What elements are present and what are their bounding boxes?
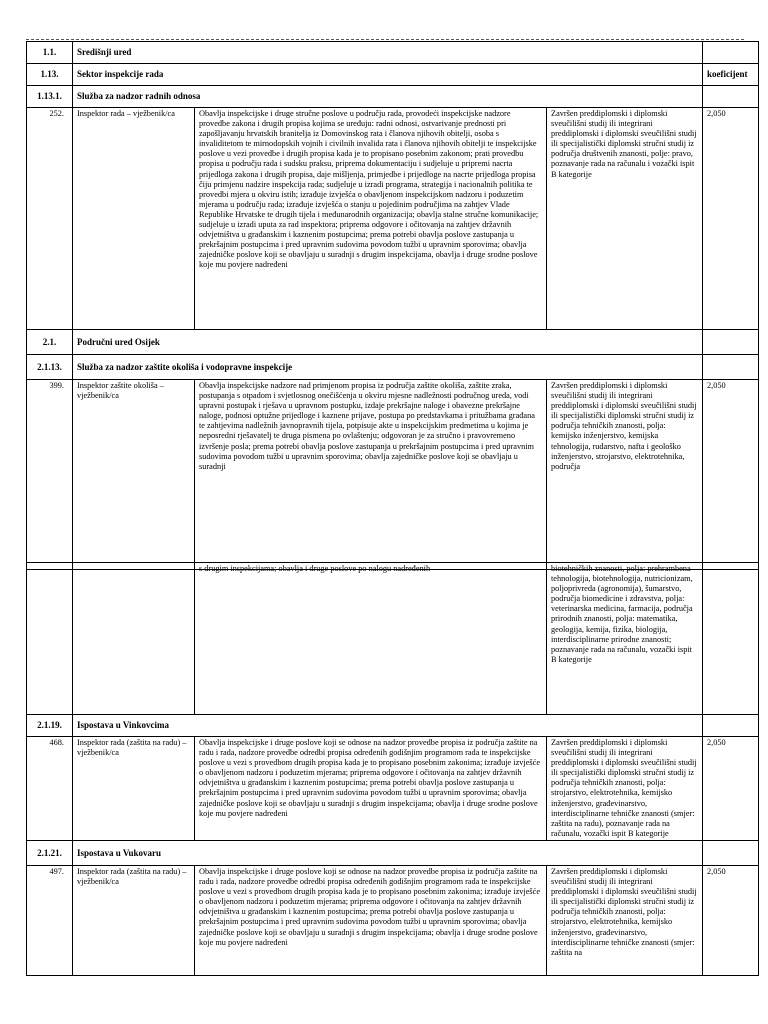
position-number — [27, 563, 73, 715]
job-row — [27, 108, 759, 330]
position-number: 497. — [27, 865, 73, 975]
coefficient-value: 2,050 — [703, 108, 759, 330]
job-description: Obavlja inspekcijske nadzore nad primjenom propisa iz područja zaštite okoliša, zaštite zraka, postupanja s otpadom i svjetlosnog onečišćenja u okviru mjesne nadležnosti područnog ureda, vodi upravni postupak i rješava u upravnom postupku, izdaje prekršajne naloge i obavezne prekršajne naloge, podnosi optužne prijedloge i kaznene prijave, postupa po predstavkama i pritužbama građana te zahtjevima nadležnih javnopravnih tijela, potpisuje akte u inspekcijskim predmetima u kojima je neposredni rješavatelj te druga pismena po ovlaštenju; odgovoran je za stručno i pravovremeno izvršenje posla; prema potrebi obavlja poslove zastupanja u prekršajnim postupcima i pred upravnim sudovima povodom tužbi u upravnim sporovima; obavlja zajedničke poslove koji se obavljaju u suradnji — [195, 380, 547, 570]
position-title — [73, 563, 195, 715]
section-number: 1.13. — [27, 64, 73, 86]
coefficient-header — [703, 42, 759, 64]
section-header-row — [27, 840, 759, 865]
section-number: 2.1.13. — [27, 355, 73, 380]
section-number: 2.1.19. — [27, 715, 73, 737]
position-title: Inspektor rada (zaštita na radu) – vježbenik/ca — [73, 737, 195, 841]
coefficient-header — [703, 715, 759, 737]
section-number: 1.13.1. — [27, 86, 73, 108]
coefficient-value: 2,050 — [703, 865, 759, 975]
section-title: Područni ured Osijek — [73, 330, 703, 355]
section-title: Služba za nadzor radnih odnosa — [73, 86, 703, 108]
job-table-page-2 — [26, 562, 759, 976]
section-number: 1.1. — [27, 42, 73, 64]
position-title: Inspektor zaštite okoliša – vježbenik/ca — [73, 380, 195, 570]
section-title: Ispostava u Vukovaru — [73, 840, 703, 865]
position-title: Inspektor rada (zaštita na radu) – vježbenik/ca — [73, 865, 195, 975]
job-row — [27, 563, 759, 715]
job-description: s drugim inspekcijama; obavlja i druge poslove po nalogu nadređenih — [195, 563, 547, 715]
job-requirements: Završen preddiplomski i diplomski sveučilišni studij ili integrirani preddiplomski i diplomski sveučilišni studij ili specijalistički diplomski stručni studij iz područja tehničkih znanosti, polja: strojarstvo, elektrotehnika, kemijsko inženjerstvo, građevinarstvo, interdisciplinarne tehničke znanosti (smjer: zaštita na radu), poznavanje rada na računalu, vozački ispit B kategorije — [547, 737, 703, 841]
section-header-row — [27, 86, 759, 108]
coefficient-value: 2,050 — [703, 737, 759, 841]
section-header-row — [27, 715, 759, 737]
job-row — [27, 737, 759, 841]
position-number: 468. — [27, 737, 73, 841]
job-row — [27, 865, 759, 975]
section-number: 2.1.21. — [27, 840, 73, 865]
section-number: 2.1. — [27, 330, 73, 355]
section-title: Središnji ured — [73, 42, 703, 64]
job-requirements: Završen preddiplomski i diplomski sveučilišni studij ili integrirani preddiplomski i diplomski sveučilišni studij ili specijalistički diplomski stručni studij iz područja tehničkih znanosti, polja: kemijsko inženjerstvo, kemijska tehnologija, rudarstvo, nafta i geološko inženjerstvo, strojarstvo, elektrotehnika, područja — [547, 380, 703, 570]
coefficient-header — [703, 840, 759, 865]
job-description: Obavlja inspekcijske i druge poslove koji se odnose na nadzor provedbe propisa iz područja zaštite na radu i rada, nadzore provedbe odredbi propisa određenih godišnjim programom rada te inspekcijske poslove u vezi s provedbom drugih propisa kada je to propisano posebnim zakonima; izrađuje izvješće o obavljenom nadzoru i poduzetim mjerama; priprema odgovore i očitovanja na zahtjev državnih odvjetništva u građanskim i kaznenim postupcima; prema potrebi obavlja poslove zastupanja u prekršajnim postupcima i pred upravnim sudovima povodom tužbi u upravnim sporovima; obavlja zajedničke poslove koji se obavljaju u suradnji s drugim inspekcijama; obavlja i druge srodne poslove koje mu povjere nadređeni — [195, 737, 547, 841]
job-table-page-1 — [26, 41, 759, 570]
coefficient-header — [703, 86, 759, 108]
coefficient-header — [703, 355, 759, 380]
job-row — [27, 380, 759, 570]
job-requirements: Završen preddiplomski i diplomski sveučilišni studij ili integrirani preddiplomski i diplomski sveučilišni studij ili specijalistički diplomski stručni studij iz područja tehničkih znanosti, polja: strojarstvo, elektrotehnika, kemijsko inženjerstvo, građevinarstvo, interdisciplinarne tehničke znanosti (smjer: zaštita na — [547, 865, 703, 975]
position-number: 399. — [27, 380, 73, 570]
coefficient-value: 2,050 — [703, 380, 759, 570]
page-top-rule — [26, 39, 744, 40]
job-description: Obavlja inspekcijske i druge stručne poslove u području rada, provodeći inspekcijske nadzore provedbe zakona i drugih propisa kojima se uređuju: radni odnosi, ostvarivanje prednosti pri zapošljavanju hrvatskih branitelja iz Domovinskog rata i članova njihovih obitelji, osoba s invaliditetom te mirnodopskih vojnih i civilnih invalida rata i članova njihovih obitelji te inspekcijske poslove u vezi provedbe i drugih propisa kada je to propisano posebnim zakonom; prati provedbu propisa u području rada i sudsku praksu, priprema dokumentaciju i sudjeluje u pripremi nacrta prijedloga zakona i drugih propisa, daje mišljenja, primjedbe i prijedloge na nacrte prijedloga propisa čiju primjenu nadzire inspekcija rada; sudjeluje u izradi programa, strategija i nacionalnih politika te provedbi mjera u okviru istih; izrađuje izvješća o obavljenom inspekcijskom nadzoru i poduzetim mjerama u području rada; izrađuje izvješća o stanju u pojedinim područjima na zahtjev Vlade Republike Hrvatske te drugih tijela i međunarodnih organizacija; obavlja stalne stručne komunikacije; sudjeluje u izradi uputa za rad inspektora; priprema odgovore i očitovanja na zahtjev državnih odvjetništva u građanskim i kaznenim postupcima; prema potrebi obavlja poslove zastupanja u prekršajnim postupcima i pred upravnim sudovima povodom tužbi u upravnim sporovima; obavlja zajedničke poslove koji se obavljaju u suradnji s drugim inspekcijama, obavlja i druge srodne poslove koje mu povjere nadređeni — [195, 108, 547, 330]
position-number: 252. — [27, 108, 73, 330]
coefficient-header — [703, 330, 759, 355]
job-requirements: Završen preddiplomski i diplomski sveučilišni studij ili integrirani preddiplomski i diplomski sveučilišni studij ili specijalistički diplomski stručni studij iz područja društvenih znanosti, polje: pravo, poznavanje rada na računalu i vozački ispit B kategorije — [547, 108, 703, 330]
section-title: Ispostava u Vinkovcima — [73, 715, 703, 737]
section-header-row — [27, 355, 759, 380]
position-title: Inspektor rada – vježbenik/ca — [73, 108, 195, 330]
section-title: Sektor inspekcije rada — [73, 64, 703, 86]
section-header-row — [27, 64, 759, 86]
coefficient-value — [703, 563, 759, 715]
job-description: Obavlja inspekcijske i druge poslove koji se odnose na nadzor provedbe propisa iz područja zaštite na radu i rada, nadzore provedbe odredbi propisa određenih godišnjim programom rada te inspekcijske poslove u vezi s provedbom drugih propisa kada je to propisano posebnim zakonima; izrađuje izvješće o obavljenom nadzoru i poduzetim mjerama; priprema odgovore i očitovanja na zahtjev državnih odvjetništva u građanskim i kaznenim postupcima; prema potrebi obavlja poslove zastupanja u prekršajnim postupcima i pred upravnim sudovima povodom tužbi u upravnim sporovima; obavlja zajedničke poslove koji se obavljaju u suradnji s drugim inspekcijama; obavlja i druge srodne poslove koje mu povjere nadređeni — [195, 865, 547, 975]
section-title: Služba za nadzor zaštite okoliša i vodopravne inspekcije — [73, 355, 703, 380]
section-header-row — [27, 42, 759, 64]
coefficient-header: koeficijent — [703, 64, 759, 86]
job-requirements: biotehničkih znanosti, polja: prehrambena tehnologija, biotehnologija, nutricionizam, poljoprivreda (agronomija), šumarstvo, područja biomedicine i zdravstva, polja: veterinarska medicina, farmacija, područja prirodnih znanosti, polja: matematika, geologija, kemija, fizika, biologija, interdisciplinarne prirodne znanosti; poznavanje rada na računalu, vozački ispit B kategorije — [547, 563, 703, 715]
section-header-row — [27, 330, 759, 355]
